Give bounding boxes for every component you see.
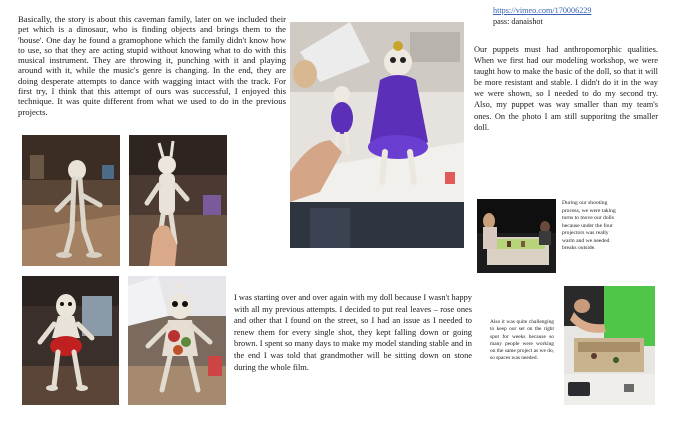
photo-leaf-doll — [128, 276, 226, 405]
video-link-block — [493, 6, 653, 27]
photo-armature-table — [22, 135, 120, 266]
photo-hand-doll — [129, 135, 227, 266]
photo-shooting-set — [477, 199, 556, 273]
photo-red-doll — [22, 276, 119, 405]
photo-green-screen — [564, 286, 655, 405]
puppets-paragraph: Our puppets must had anthropomorphic qualities. When we first had our modeling workshop, we were taught how to make the basic of the doll, so that it will be more resistant and stable. I didn't do it in the way we were shown, so I needed to do my second try. Also, my puppet was way smaller than my team's ones. On the photo I am still supporitng the smaller doll. — [474, 45, 658, 132]
shooting-paragraph: During our shooting process, we were taking turns to move our dolls because under the four projectors was really warm and we needed breaks outside. — [562, 200, 616, 251]
vimeo-link[interactable]: https://vimeo.com/170006229 — [493, 6, 592, 15]
story-paragraph: Basically, the story is about this caveman family, later on we included their pet which is a dinosaur, who is finding objects and brings them to the 'house'. One day he found a gramophone which the family didn't know how to use, so that they are acting stupid without knowing what to do with this musical instrument. They are throwing it, punching with it and playing around with it, while the music's genre is changing. In the end, they are doing desperate attempts to dance with wagging intact with the track. For first try, I think that this attempt of ours was successful, I enjoyed this technique. It was quite different from what we used to do in the previous projects. — [18, 14, 286, 117]
photo-purple-puppets — [290, 22, 464, 248]
video-password: pass: danaishot — [493, 16, 543, 26]
doll-paragraph: I was starting over and over again with my doll because I wasn't happy with all my previous attempts. I decided to put real leaves – rose ones and other that I found on the street, so I had an issue as I needed to renew them for every single shot, they kept falling down or going brown. I spent so many days to make my model standing stable and in the end I was told that grandmother will be sitting down on stone during the whole film. — [234, 293, 472, 372]
challenge-paragraph: Also it was quite challenging to keep our set on the right spot for weeks because so many people were working on the same project as we do, so spaces was needed. — [490, 319, 554, 362]
